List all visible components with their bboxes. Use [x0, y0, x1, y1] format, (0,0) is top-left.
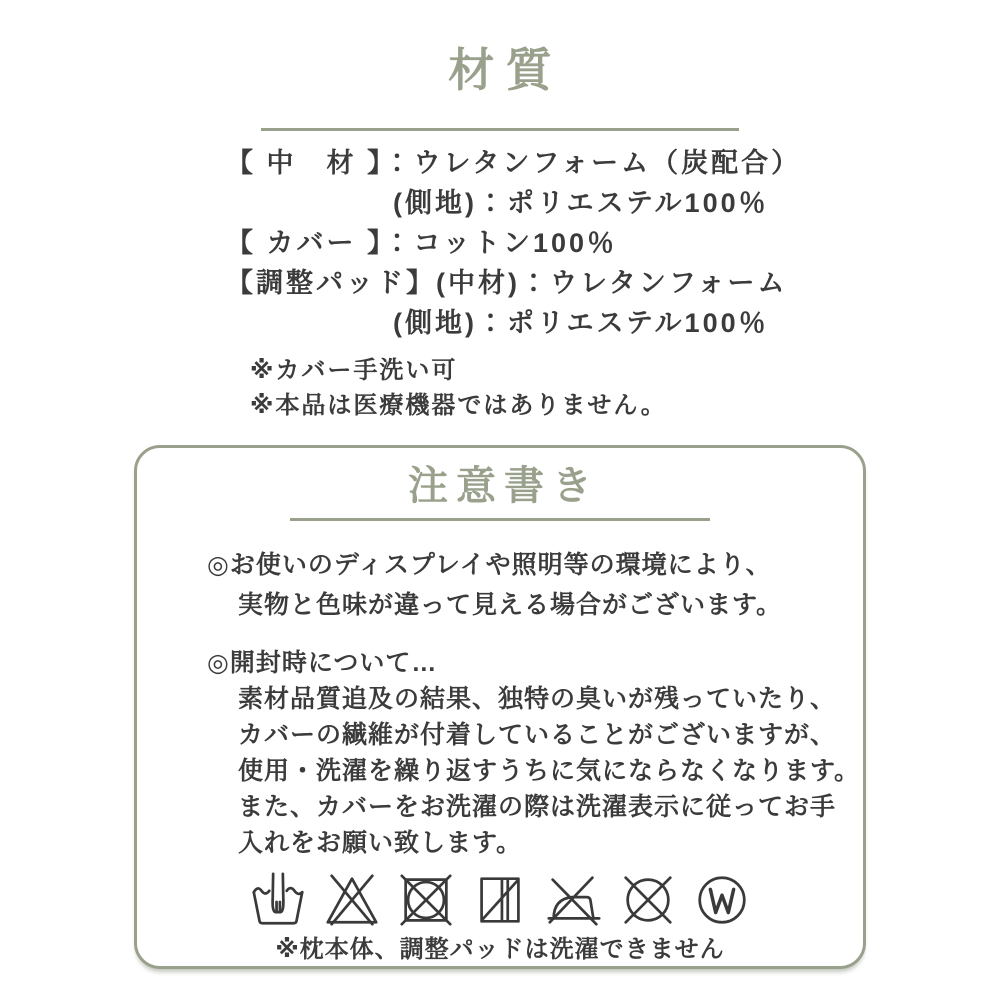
material-list [226, 143, 1000, 343]
caution-line: ◎お使いのディスプレイや照明等の環境により、 [207, 551, 772, 579]
hand-wash-icon [247, 869, 309, 931]
caution-line: 素材品質追及の結果、独特の臭いが残っていたり、 [238, 685, 837, 713]
caution-line: 入れをお願い致します。 [238, 829, 523, 857]
material-row-core: 【 中 材 】：ウレタンフォーム（炭配合） [226, 148, 802, 178]
caution-box [134, 445, 866, 969]
caution-title-divider [290, 518, 710, 521]
material-section-title: 材質 [448, 44, 564, 96]
caution-paragraph-unpacking [207, 645, 861, 861]
caution-line: ◎開封時について… [207, 649, 438, 677]
care-footnote: ※枕本体、調整パッドは洗濯できません [275, 936, 725, 963]
material-title-divider [261, 128, 739, 131]
wet-clean-icon [691, 869, 753, 931]
care-symbols-row [137, 869, 863, 931]
note-hand-washable: ※カバー手洗い可 [250, 357, 458, 384]
material-row-core-fabric: (側地)：ポリエステル100％ [393, 188, 769, 218]
caution-line: 実物と色味が違って見える場合がございます。 [238, 591, 783, 619]
material-row-pad: 【調整パッド】(中材)：ウレタンフォーム [226, 268, 788, 298]
note-not-medical-device: ※本品は医療機器ではありません。 [250, 392, 667, 419]
material-section [0, 44, 1000, 423]
caution-title: 注意書き [408, 464, 600, 508]
do-not-iron-icon [543, 869, 605, 931]
material-notes [250, 353, 1000, 423]
material-row-cover: 【 カバー 】：コットン100％ [226, 228, 618, 258]
do-not-bleach-icon [321, 869, 383, 931]
do-not-dry-clean-icon [617, 869, 679, 931]
caution-paragraph-display [207, 545, 833, 625]
caution-line: カバーの繊維が付着していることがございますが、 [238, 721, 837, 749]
material-row-pad-fabric: (側地)：ポリエステル100％ [393, 308, 769, 338]
caution-line: また、カバーをお洗濯の際は洗濯表示に従ってお手 [238, 793, 837, 821]
caution-line: 使用・洗濯を繰り返すうちに気にならなくなります。 [238, 757, 861, 785]
do-not-tumble-dry-icon [395, 869, 457, 931]
drip-dry-in-shade-icon [469, 869, 531, 931]
